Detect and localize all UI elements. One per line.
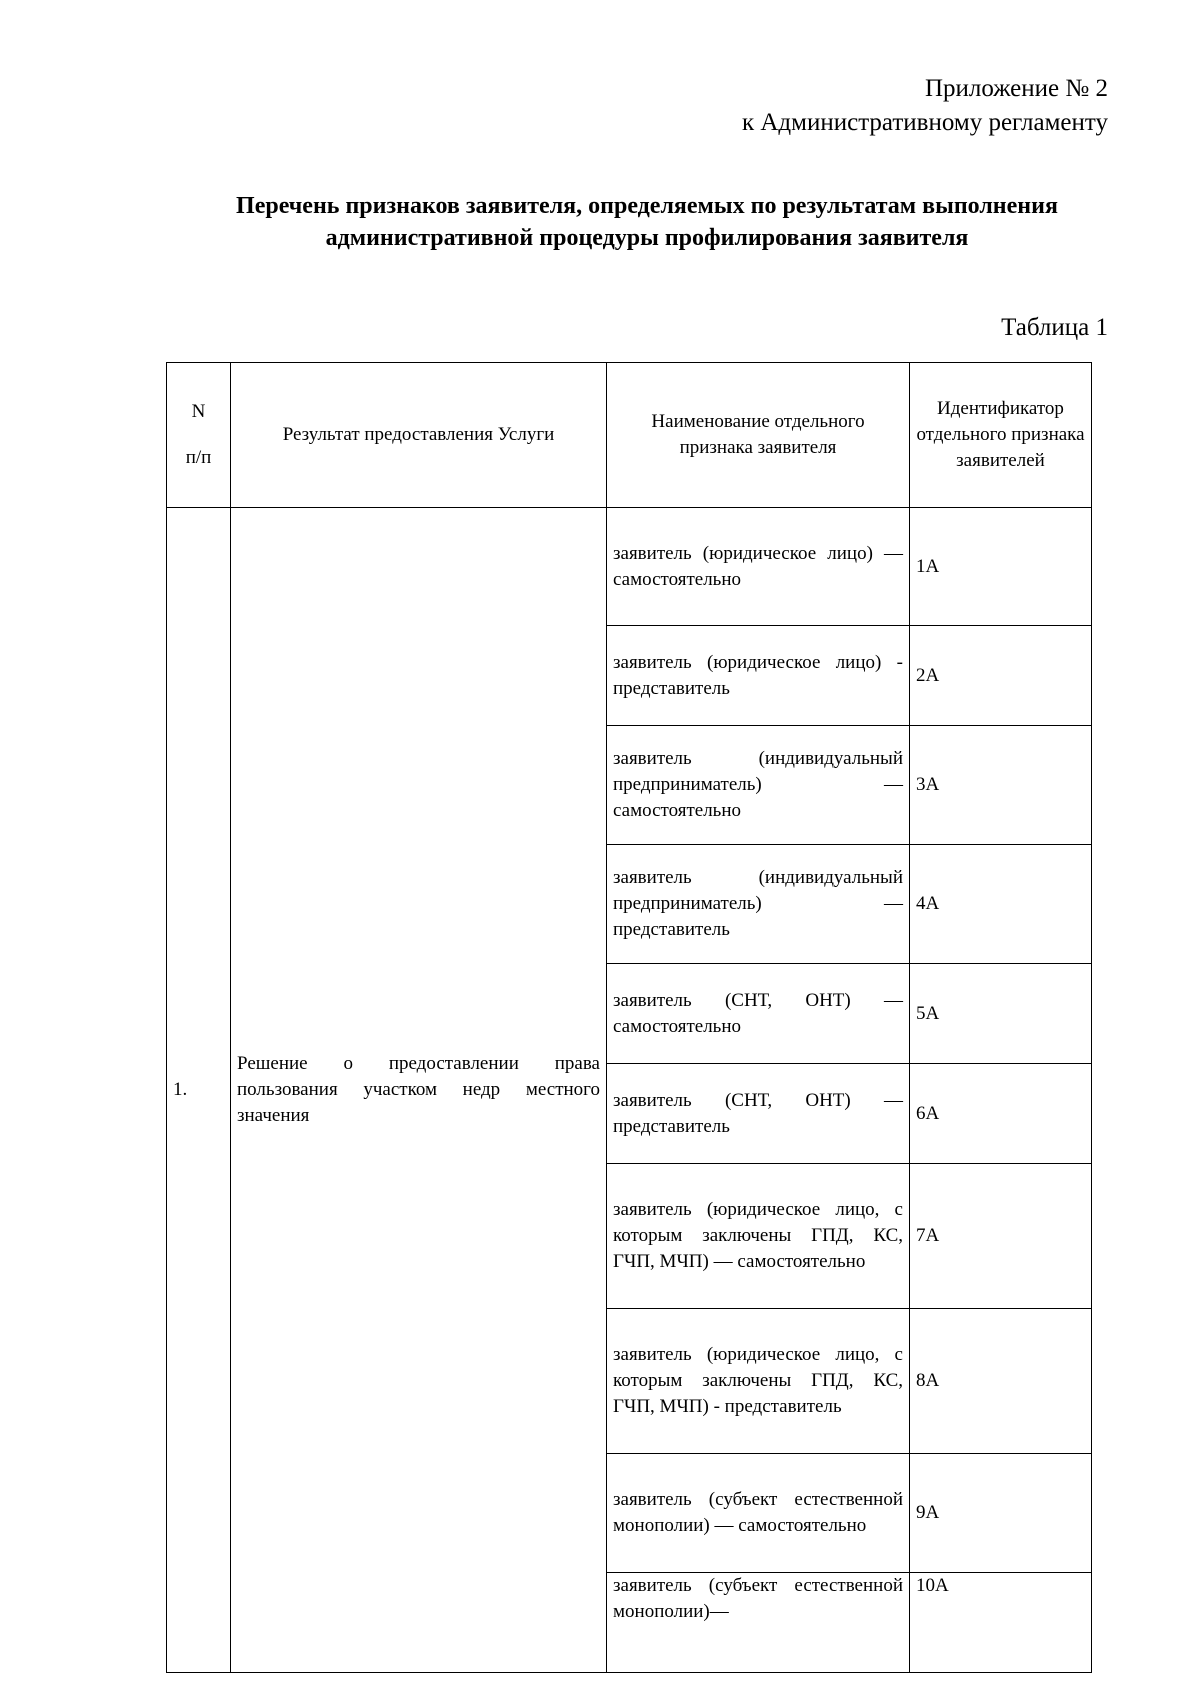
feature-name-cell: заявитель (субъект естественной монополии)— <box>607 1573 910 1673</box>
header-feature-name: Наименование отдельного признака заявителя <box>607 363 910 508</box>
feature-name-cell: заявитель (индивидуальный предприниматель) — представитель <box>607 845 910 964</box>
table-header-row <box>167 363 1092 508</box>
header-number <box>167 363 231 508</box>
feature-id-cell: 10А <box>910 1573 1092 1673</box>
table-caption: Таблица 1 <box>1001 314 1108 341</box>
feature-name-cell: заявитель (СНТ, ОНТ) — самостоятельно <box>607 964 910 1064</box>
header-result: Результат предоставления Услуги <box>231 363 607 508</box>
feature-id-cell: 6А <box>910 1064 1092 1164</box>
group-result: Решение о предоставлении права пользования участком недр местного значения <box>231 508 607 1673</box>
appendix-number: Приложение № 2 <box>924 75 1108 102</box>
feature-id-cell: 7А <box>910 1164 1092 1309</box>
document-title-line-2: административной процедуры профилирования заявителя <box>325 225 969 251</box>
table-row <box>167 508 1092 626</box>
document-title <box>166 190 1128 254</box>
feature-name-cell: заявитель (СНТ, ОНТ) — представитель <box>607 1064 910 1164</box>
applicant-features-table <box>166 362 1092 1673</box>
feature-name-cell: заявитель (юридическое лицо, с которым заключены ГПД, КС, ГЧП, МЧП) - представитель <box>607 1309 910 1454</box>
group-number: 1. <box>167 508 231 1673</box>
feature-name-cell: заявитель (юридическое лицо) — самостоятельно <box>607 508 910 626</box>
feature-id-cell: 3А <box>910 726 1092 845</box>
feature-id-cell: 1А <box>910 508 1092 626</box>
header-number-n: N <box>191 401 206 422</box>
feature-id-cell: 9А <box>910 1454 1092 1573</box>
document-title-line-1: Перечень признаков заявителя, определяемых по результатам выполнения <box>236 193 1058 219</box>
feature-id-cell: 2А <box>910 626 1092 726</box>
feature-id-cell: 4А <box>910 845 1092 964</box>
appendix-header <box>742 72 1108 140</box>
feature-name-cell: заявитель (индивидуальный предприниматель) — самостоятельно <box>607 726 910 845</box>
feature-name-cell: заявитель (юридическое лицо, с которым заключены ГПД, КС, ГЧП, МЧП) — самостоятельно <box>607 1164 910 1309</box>
feature-id-cell: 8А <box>910 1309 1092 1454</box>
header-number-pp: п/п <box>185 447 212 468</box>
header-identifier: Идентификатор отдельного признака заявителей <box>910 363 1092 508</box>
feature-name-cell: заявитель (субъект естественной монополии) — самостоятельно <box>607 1454 910 1573</box>
appendix-reference: к Административному регламенту <box>741 109 1108 136</box>
feature-name-cell: заявитель (юридическое лицо) - представитель <box>607 626 910 726</box>
feature-id-cell: 5А <box>910 964 1092 1064</box>
